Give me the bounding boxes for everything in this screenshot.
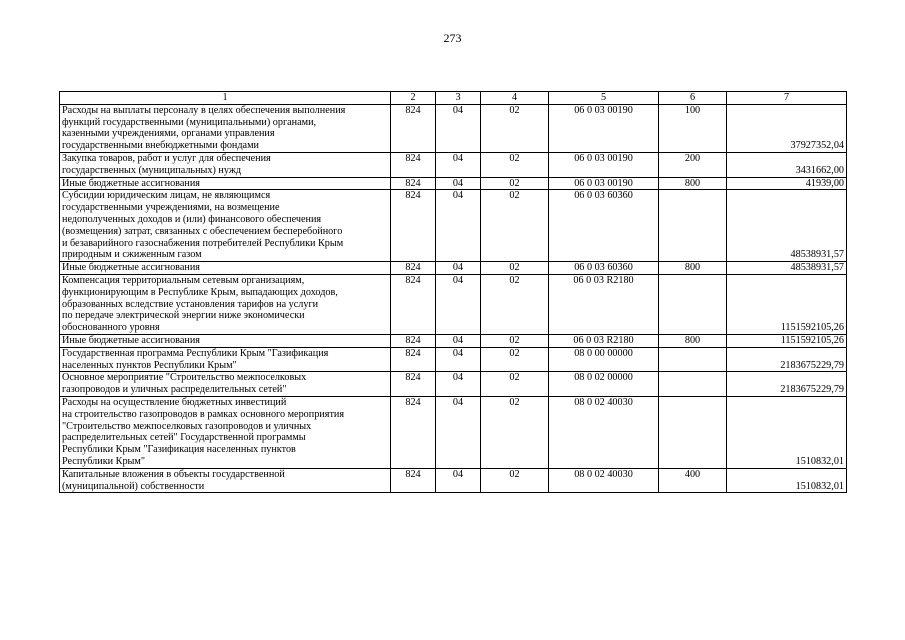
expense-name-cell: Капитальные вложения в объекты государственной (муниципальной) собственности xyxy=(60,468,391,493)
expense-name-cell: Расходы на осуществление бюджетных инвестиций на строительство газопроводов в рамках основного мероприятия "Строительство межпоселковых газопроводов и уличных распределительных сетей" Государственной программы Республики Крым "Газификация населенных пунктов Республики Крым" xyxy=(60,396,391,468)
amount-cell: 2183675229,79 xyxy=(727,347,847,372)
expense-name-cell: Иные бюджетные ассигнования xyxy=(60,177,391,190)
target-article-code-cell: 08 0 02 40030 xyxy=(549,468,659,493)
column-header: 2 xyxy=(391,92,436,105)
table-row xyxy=(60,177,847,190)
subsection-code-cell: 02 xyxy=(481,274,549,334)
target-article-code-cell: 06 0 03 R2180 xyxy=(549,334,659,347)
target-article-code-cell: 08 0 02 40030 xyxy=(549,396,659,468)
expense-name-cell: Основное мероприятие "Строительство межпоселковых газопроводов и уличных распределительных сетей" xyxy=(60,372,391,397)
column-header: 5 xyxy=(549,92,659,105)
target-article-code-cell: 06 0 03 00190 xyxy=(549,177,659,190)
section-code-cell: 04 xyxy=(436,396,481,468)
amount-cell: 37927352,04 xyxy=(727,104,847,152)
subsection-code-cell: 02 xyxy=(481,396,549,468)
column-header: 4 xyxy=(481,92,549,105)
amount-cell: 1510832,01 xyxy=(727,468,847,493)
page-number: 273 xyxy=(443,31,462,45)
subsection-code-cell: 02 xyxy=(481,104,549,152)
expense-name-cell: Иные бюджетные ассигнования xyxy=(60,262,391,275)
expense-name-cell: Расходы на выплаты персоналу в целях обеспечения выполнения функций государственными (муниципальными) органами, казенными учреждениями, органами управления государственными внебюджетными фондами xyxy=(60,104,391,152)
expense-type-code-cell xyxy=(659,274,727,334)
expense-name-cell: Компенсация территориальным сетевым организациям, функционирующим в Республике Крым, выпадающих доходов, образованных вследствие установления тарифов на услуги по передаче электрической энергии ниже экономически обоснованного уровня xyxy=(60,274,391,334)
amount-cell: 48538931,57 xyxy=(727,262,847,275)
subsection-code-cell: 02 xyxy=(481,177,549,190)
expense-name-cell: Иные бюджетные ассигнования xyxy=(60,334,391,347)
subsection-code-cell: 02 xyxy=(481,347,549,372)
expense-type-code-cell xyxy=(659,347,727,372)
table-row xyxy=(60,396,847,468)
grbs-code-cell: 824 xyxy=(391,347,436,372)
table-row xyxy=(60,262,847,275)
expense-type-code-cell xyxy=(659,396,727,468)
expense-type-code-cell: 100 xyxy=(659,104,727,152)
grbs-code-cell: 824 xyxy=(391,334,436,347)
grbs-code-cell: 824 xyxy=(391,468,436,493)
target-article-code-cell: 06 0 03 60360 xyxy=(549,190,659,262)
amount-cell: 1510832,01 xyxy=(727,396,847,468)
expense-type-code-cell: 400 xyxy=(659,468,727,493)
section-code-cell: 04 xyxy=(436,334,481,347)
expense-name-cell: Закупка товаров, работ и услуг для обеспечения государственных (муниципальных) нужд xyxy=(60,152,391,177)
target-article-code-cell: 06 0 03 00190 xyxy=(549,152,659,177)
expense-type-code-cell: 800 xyxy=(659,177,727,190)
section-code-cell: 04 xyxy=(436,468,481,493)
table-row xyxy=(60,334,847,347)
table-row xyxy=(60,372,847,397)
table-row xyxy=(60,274,847,334)
column-header: 1 xyxy=(60,92,391,105)
subsection-code-cell: 02 xyxy=(481,152,549,177)
amount-cell: 1151592105,26 xyxy=(727,274,847,334)
expense-type-code-cell: 800 xyxy=(659,262,727,275)
grbs-code-cell: 824 xyxy=(391,190,436,262)
table-row xyxy=(60,468,847,493)
target-article-code-cell: 08 0 00 00000 xyxy=(549,347,659,372)
expense-type-code-cell: 800 xyxy=(659,334,727,347)
budget-table xyxy=(59,91,847,493)
grbs-code-cell: 824 xyxy=(391,372,436,397)
target-article-code-cell: 06 0 03 R2180 xyxy=(549,274,659,334)
column-header: 6 xyxy=(659,92,727,105)
amount-cell: 3431662,00 xyxy=(727,152,847,177)
column-header: 3 xyxy=(436,92,481,105)
subsection-code-cell: 02 xyxy=(481,468,549,493)
expense-name-cell: Государственная программа Республики Крым "Газификация населенных пунктов Республики Крым" xyxy=(60,347,391,372)
subsection-code-cell: 02 xyxy=(481,372,549,397)
amount-cell: 1151592105,26 xyxy=(727,334,847,347)
section-code-cell: 04 xyxy=(436,177,481,190)
amount-cell: 48538931,57 xyxy=(727,190,847,262)
section-code-cell: 04 xyxy=(436,152,481,177)
grbs-code-cell: 824 xyxy=(391,262,436,275)
section-code-cell: 04 xyxy=(436,190,481,262)
grbs-code-cell: 824 xyxy=(391,396,436,468)
subsection-code-cell: 02 xyxy=(481,262,549,275)
grbs-code-cell: 824 xyxy=(391,152,436,177)
table-row xyxy=(60,104,847,152)
target-article-code-cell: 06 0 03 00190 xyxy=(549,104,659,152)
subsection-code-cell: 02 xyxy=(481,190,549,262)
grbs-code-cell: 824 xyxy=(391,274,436,334)
expense-type-code-cell xyxy=(659,372,727,397)
table-row xyxy=(60,347,847,372)
amount-cell: 2183675229,79 xyxy=(727,372,847,397)
table-header-row xyxy=(60,92,847,105)
subsection-code-cell: 02 xyxy=(481,334,549,347)
target-article-code-cell: 08 0 02 00000 xyxy=(549,372,659,397)
expense-type-code-cell: 200 xyxy=(659,152,727,177)
column-header: 7 xyxy=(727,92,847,105)
section-code-cell: 04 xyxy=(436,262,481,275)
table-row xyxy=(60,152,847,177)
section-code-cell: 04 xyxy=(436,372,481,397)
grbs-code-cell: 824 xyxy=(391,104,436,152)
target-article-code-cell: 06 0 03 60360 xyxy=(549,262,659,275)
section-code-cell: 04 xyxy=(436,274,481,334)
expense-name-cell: Субсидии юридическим лицам, не являющимся государственными учреждениями, на возмещение недополученных доходов и (или) финансового обеспечения (возмещения) затрат, связанных с обеспечением бесперебойного и безаварийного газоснабжения потребителей Республики Крым природным и сжиженным газом xyxy=(60,190,391,262)
grbs-code-cell: 824 xyxy=(391,177,436,190)
amount-cell: 41939,00 xyxy=(727,177,847,190)
section-code-cell: 04 xyxy=(436,104,481,152)
table-row xyxy=(60,190,847,262)
section-code-cell: 04 xyxy=(436,347,481,372)
expense-type-code-cell xyxy=(659,190,727,262)
